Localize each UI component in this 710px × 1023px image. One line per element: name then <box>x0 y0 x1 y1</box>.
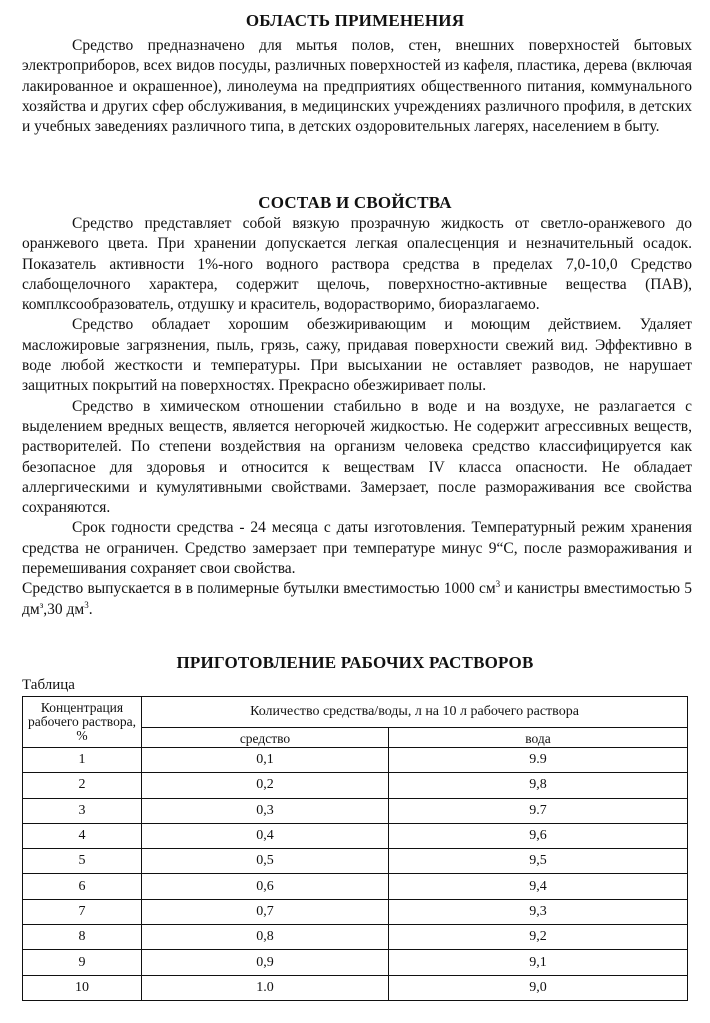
p5-sup-1: 3 <box>495 579 501 590</box>
cell-agent: 0,3 <box>142 798 389 823</box>
p5-sup-3: 3 <box>84 599 89 610</box>
composition-paragraph-4: Срок годности средства - 24 месяца с даты изготовления. Температурный режим хранения средства не ограничен. Средство замерзает при температуре минус 9“С, после размораживания и перемешивания сохраняет свои свойства. <box>22 519 692 578</box>
composition-body <box>22 214 692 620</box>
cell-concentration: 5 <box>23 849 142 874</box>
cell-concentration: 3 <box>23 798 142 823</box>
cell-water: 9,4 <box>389 874 688 899</box>
cell-water: 9,8 <box>389 773 688 798</box>
p5-text-4: . <box>88 600 93 618</box>
table-row <box>23 925 688 950</box>
cell-concentration: 10 <box>23 975 142 1000</box>
cell-water: 9,1 <box>389 950 688 975</box>
cell-agent: 0,4 <box>142 823 389 848</box>
header-concentration: Концентрация рабочего раствора, % <box>23 697 142 748</box>
composition-paragraph-2: Средство обладает хорошим обезжиривающим и моющим действием. Удаляет масложировые загрязнения, пыль, грязь, сажу, придавая поверхности свежий вид. Эффективно в воде любой жесткости и температуры. При высыхании не оставляет разводов, не нарушает защитных покрытий на поверхностях. Прекрасно обезжиривает полы. <box>22 316 692 395</box>
cell-concentration: 6 <box>23 874 142 899</box>
cell-agent: 0,5 <box>142 849 389 874</box>
preparation-title: ПРИГОТОВЛЕНИЕ РАБОЧИХ РАСТВОРОВ <box>176 653 534 672</box>
header-agent: средство <box>142 728 389 748</box>
table-row <box>23 975 688 1000</box>
table-row <box>23 849 688 874</box>
cell-water: 9,2 <box>389 925 688 950</box>
table-caption: Таблица <box>22 677 75 693</box>
p5-text-1: Средство выпускается в в полимерные бутылки вместимостью 1000 см <box>22 580 496 598</box>
composition-title: СОСТАВ И СВОЙСТВА <box>258 193 452 212</box>
cell-agent: 0,2 <box>142 773 389 798</box>
cell-agent: 0,9 <box>142 950 389 975</box>
p5-text-3: ,30 дм <box>43 600 85 618</box>
cell-water: 9,3 <box>389 899 688 924</box>
p5-text-2: и канистры вместимостью 5 дм <box>22 580 692 618</box>
cell-concentration: 4 <box>23 823 142 848</box>
composition-paragraph-1: Средство представляет собой вязкую прозрачную жидкость от светло-оранжевого до оранжевого цвета. При хранении допускается легкая опалесценция и незначительный осадок. Показатель активности 1%-ного водного раствора средства в пределах 7,0-10,0 Средство слабощелочного характера, содержит щелочь, поверхностно-активные вещества (ПАВ), комплксообразователь, отдушку и краситель, водорастворимо, биоразлагаемо. <box>22 215 692 314</box>
table-row <box>23 798 688 823</box>
cell-water: 9,5 <box>389 849 688 874</box>
cell-concentration: 1 <box>23 748 142 773</box>
scope-title: ОБЛАСТЬ ПРИМЕНЕНИЯ <box>245 11 465 30</box>
table-row <box>23 950 688 975</box>
cell-water: 9,6 <box>389 823 688 848</box>
composition-paragraph-5 <box>22 579 692 620</box>
header-water: вода <box>389 728 688 748</box>
table-row <box>23 899 688 924</box>
table-row <box>23 773 688 798</box>
cell-water: 9.9 <box>389 748 688 773</box>
cell-agent: 0,6 <box>142 874 389 899</box>
solutions-table <box>22 696 688 1001</box>
cell-agent: 0,7 <box>142 899 389 924</box>
table-row <box>23 748 688 773</box>
cell-water: 9.7 <box>389 798 688 823</box>
cell-agent: 1.0 <box>142 975 389 1000</box>
composition-paragraph-3: Средство в химическом отношении стабильно в воде и на воздухе, не разлагается с выделением вредных веществ, является негорючей жидкостью. Не содержит агрессивных веществ, растворителей. По степени воздействия на организм человека средство классифицируется как безопасное для здоровья и относится к веществам IV класса опасности. Не обладает аллергическими и кумулятивными свойствами. Замерзает, после размораживания все свойства сохраняются. <box>22 397 692 517</box>
cell-concentration: 8 <box>23 925 142 950</box>
cell-concentration: 2 <box>23 773 142 798</box>
table-row <box>23 823 688 848</box>
scope-paragraph: Средство предназначено для мытья полов, стен, внешних поверхностей бытовых электроприборов, всех видов посуды, различных поверхностей из кафеля, пластика, дерева (включая лакированное и окрашенное), линолеума на предприятиях общественного питания, коммунального хозяйства и других сфер обслуживания, в медицинских учреждениях различного профиля, в детских и учебных заведениях различного типа, в детских оздоровительных лагерях, населением в быту. <box>22 37 692 136</box>
header-quantity: Количество средства/воды, л на 10 л рабочего раствора <box>142 697 688 728</box>
scope-body <box>22 36 692 137</box>
cell-agent: 0,1 <box>142 748 389 773</box>
table-row <box>23 874 688 899</box>
cell-concentration: 7 <box>23 899 142 924</box>
cell-water: 9,0 <box>389 975 688 1000</box>
cell-agent: 0,8 <box>142 925 389 950</box>
p5-sup-2: з <box>39 599 44 610</box>
cell-concentration: 9 <box>23 950 142 975</box>
